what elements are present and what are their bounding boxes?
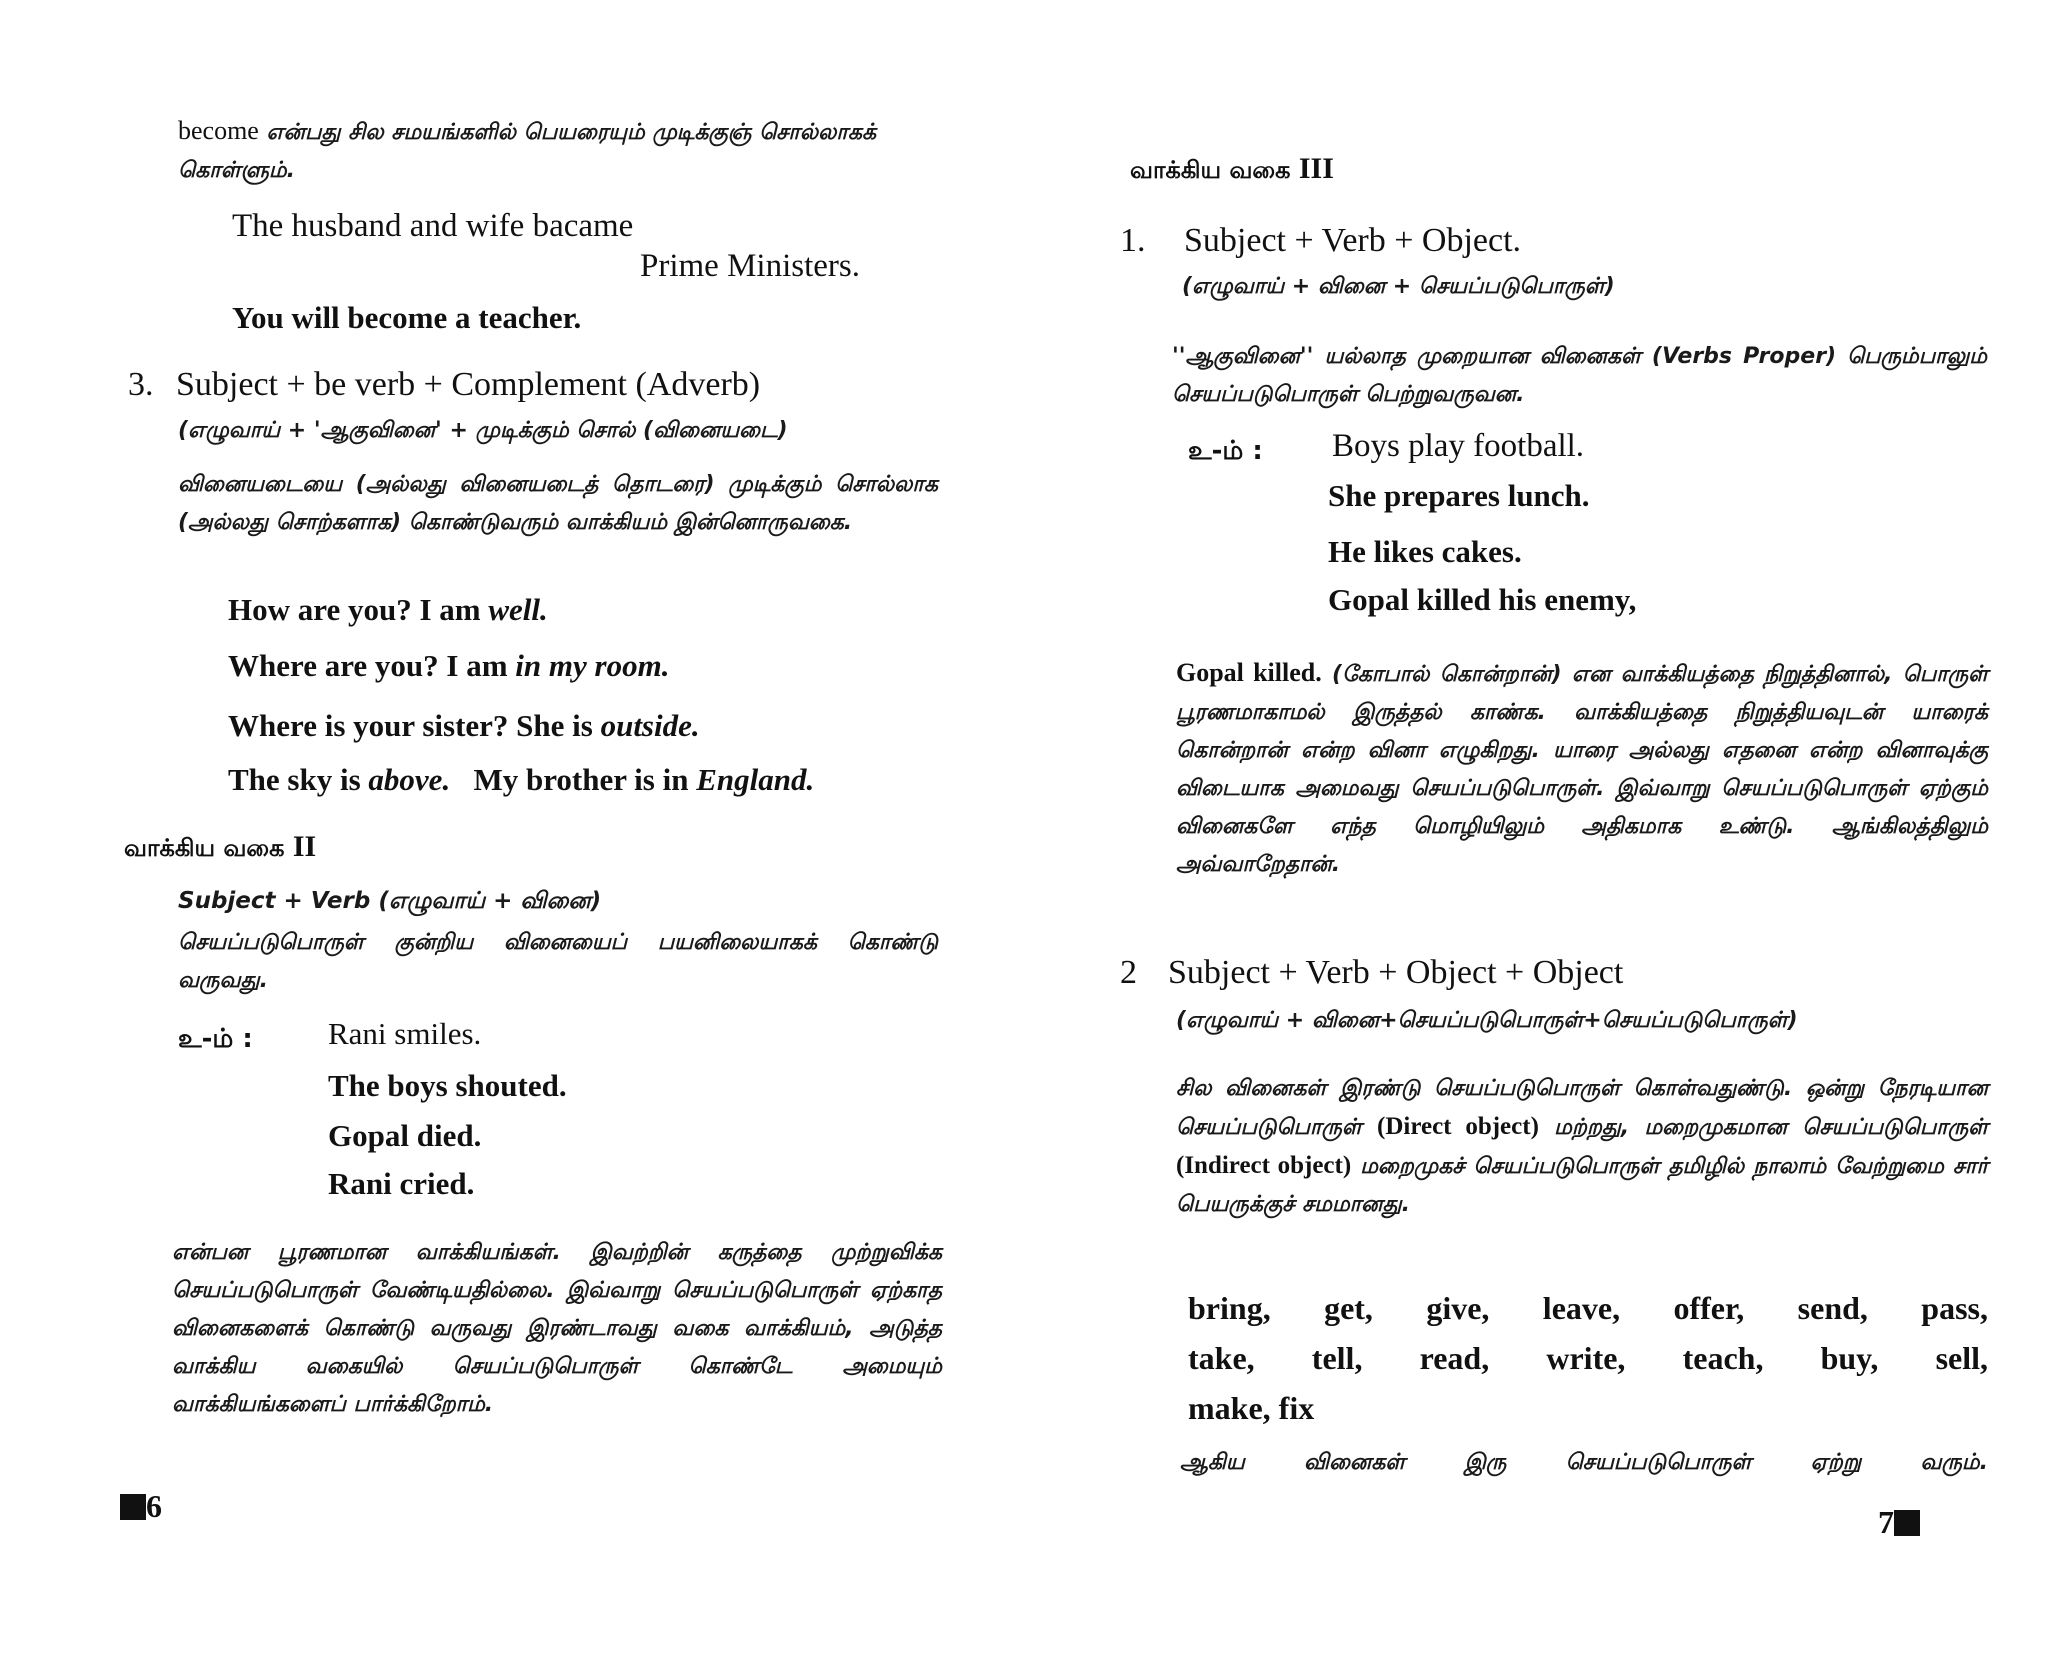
type-3-example-4: Gopal killed his enemy, <box>1328 582 1637 617</box>
type-3-section-2-heading: 2 Subject + Verb + Object + Object <box>1120 954 1624 991</box>
section-3-example-2: Where are you? I am in my room. <box>228 648 670 683</box>
become-intro-text: என்பது சில சமயங்களில் பெயரையும் முடிக்குஞ் சொல்லாகக் கொள்ளும். <box>178 120 877 183</box>
type-3-example-1: Boys play football. <box>1332 428 1585 464</box>
right-page <box>1060 0 2048 1656</box>
verbs-line-2: take, tell, read, write, teach, buy, sell, <box>1188 1340 1988 1376</box>
section-3-heading <box>128 366 760 404</box>
page-number-right: 7 <box>1878 1504 1920 1541</box>
become-intro <box>178 112 938 190</box>
type-3-section-2-subheading: (எழுவாய் + வினை+செயப்படுபொருள்+செயப்படுபொருள்) <box>1176 1008 1798 1033</box>
type-2-example-2: The boys shouted. <box>328 1068 567 1103</box>
type-3-section-2-paragraph: சில வினைகள் இரண்டு செயப்படுபொருள் கொள்வதுண்டு. ஒன்று நேரடியான செயப்படுபொருள் (Direct object) மற்றது, மறைமுகமான செயப்படுபொருள் (Indirect object) மறைமுகச் செயப்படுபொருள் தமிழில் நாலாம் வேற்றுமை சார் பெயருக்குச் சமமானது. <box>1176 1076 1988 1217</box>
verbs-line-3: make, fix <box>1188 1390 1315 1426</box>
section-3-paragraph: வினையடையை (அல்லது வினையடைத் தொடரை) முடிக்கும் சொல்லாக (அல்லது சொற்களாக) கொண்டுவரும் வாக்கியம் இன்னொருவகை. <box>178 472 938 535</box>
type-2-example-label: உ-ம் : <box>178 1024 253 1054</box>
type-3-section-1-explanation: Gopal killed. (கோபால் கொன்றான்) என வாக்கியத்தை நிறுத்தினால், பொருள் பூரணமாகாமல் இருத்தல் காண்க. வாக்கியத்தை நிறுத்தியவுடன் யாரைக் கொன்றான் என்ற வினா எழுகிறது. யாரை அல்லது எதனை என்ற வினாவுக்கு விடையாக அமைவது செயப்படுபொருள். இவ்வாறு செயப்படுபொருள் ஏற்கும் வினைகளே எந்த மொழியிலும் அதிகமாக உண்டு. ஆங்கிலத்திலும் அவ்வாறேதான். <box>1176 658 1988 877</box>
type-3-example-3: He likes cakes. <box>1328 534 1522 569</box>
section-3-heading-text: Subject + be verb + Complement (Adverb) <box>176 366 761 403</box>
verbs-line-1: bring, get, give, leave, offer, send, pass, <box>1188 1290 1988 1326</box>
section-3-example-1: How are you? I am well. <box>228 592 548 627</box>
page-marker-icon <box>1894 1510 1920 1536</box>
left-page <box>0 0 1000 1656</box>
type-2-closing-paragraph: என்பன பூரணமான வாக்கியங்கள். இவற்றின் கருத்தை முற்றுவிக்க செயப்படுபொருள் வேண்டியதில்லை. இவ்வாறு செயப்படுபொருள் ஏற்காத வினைகளைக் கொண்டு வருவது இரண்டாவது வகை வாக்கியம், அடுத்த வாக்கிய வகையில் செயப்படுபொருள் கொண்டே அமையும் வாக்கியங்களைப் பார்க்கிறோம். <box>172 1240 942 1417</box>
type-3-example-2: She prepares lunch. <box>1328 478 1590 513</box>
section-3-subheading: (எழுவாய் + 'ஆகுவினை' + முடிக்கும் சொல் (வினையடை) <box>178 418 788 443</box>
become-word: become <box>178 116 259 145</box>
type-3-title: வாக்கிய வகை III <box>1130 152 1334 185</box>
become-example-1: The husband and wife bacame <box>232 208 634 244</box>
become-example-1-cont: Prime Ministers. <box>640 248 860 284</box>
page-marker-icon <box>120 1494 146 1520</box>
section-3-example-4: The sky is above. My brother is in England. <box>228 762 815 797</box>
type-2-title: வாக்கிய வகை II <box>124 830 317 863</box>
type-3-section-1-heading: 1. Subject + Verb + Object. <box>1120 222 1522 259</box>
page-number-left: 6 <box>120 1488 162 1525</box>
type-2-formula: Subject + Verb (எழுவாய் + வினை) <box>178 888 602 914</box>
type-3-section-1-paragraph: ''ஆகுவினை'' யல்லாத முறையான வினைகள் (Verbs Proper) பெரும்பாலும் செயப்படுபொருள் பெற்றுவருவன. <box>1172 344 1987 407</box>
type-3-example-label: உ-ம் : <box>1188 436 1263 466</box>
type-3-section-2-closing: ஆகிய வினைகள் இரு செயப்படுபொருள் ஏற்று வரும். <box>1180 1450 1988 1475</box>
type-2-example-3: Gopal died. <box>328 1118 482 1153</box>
type-3-section-1-subheading: (எழுவாய் + வினை + செயப்படுபொருள்) <box>1182 274 1615 299</box>
section-3-example-3: Where is your sister? She is outside. <box>228 708 700 743</box>
type-2-example-1: Rani smiles. <box>328 1016 482 1051</box>
become-example-2: You will become a teacher. <box>232 300 582 335</box>
type-2-paragraph: செயப்படுபொருள் குன்றிய வினையைப் பயனிலையாகக் கொண்டு வருவது. <box>178 930 938 993</box>
type-2-example-4: Rani cried. <box>328 1166 475 1201</box>
section-3-number: 3. <box>128 366 154 403</box>
